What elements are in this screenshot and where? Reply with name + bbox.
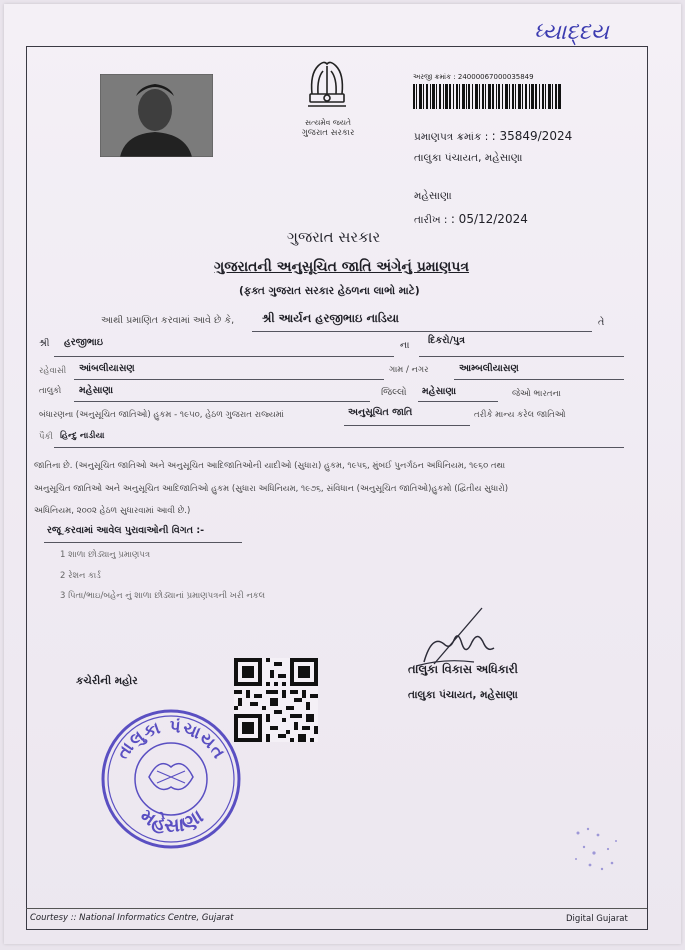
certificate-subtitle: (ફક્ત ગુજરાત સરકાર હેઠળના લાભો માટે) (239, 285, 420, 297)
issue-date-label: તારીખ : (414, 214, 448, 226)
father-name: હરજીભાઇ (64, 337, 103, 348)
applicant-photo (100, 74, 213, 157)
resident-value: આંબલીયાસણ (79, 363, 135, 374)
handwritten-number: ધ્યાદ્દય (534, 20, 609, 45)
taluka-label: તાલુકો (39, 386, 62, 396)
footer-brand: Digital Gujarat (566, 914, 628, 924)
caste-prefix: પૈકી (39, 432, 53, 442)
seal-text-bottom: મહેસાણા (136, 804, 208, 838)
emblem-motto: સત્યમેવ જયતે (305, 118, 351, 127)
evidence-item-1: 1 શાળા છોડ્યાનુ પ્રમાણપત્ર (60, 550, 151, 560)
issue-date-value: : 05/12/2024 (450, 212, 528, 226)
evidence-item-2: 2 રેશન કાર્ડ (60, 571, 101, 581)
legal-para-line-1: જાતિના છે. (અનુસૂચિત જાતિઓ અને અનુસૂચિત આદિજાતિઓની યાદીઓ (સુધારા) હુકમ, ૧૯૫૬, મુંબઈ પુનર્ગઠન અધિનિયમ, ૧૯૬૦ તથા (34, 461, 506, 471)
office-seal-stamp (99, 707, 244, 852)
india-text: જેઓ ભારતના (512, 389, 561, 399)
certificate-title: ગુજરાતની અનુસૂચિત જાતિ અંગેનું પ્રમાણપત્ર (214, 259, 470, 275)
barcode (413, 84, 561, 109)
na-text: ના (400, 340, 410, 351)
emblem-caption (274, 118, 382, 138)
issuing-place: મહેસાણા (414, 190, 452, 202)
seal-text-top: તાલુકા પંચાયત (112, 716, 230, 763)
certificate-number-value: : 35849/2024 (491, 129, 573, 143)
signatory-title: તાલુકા વિકાસ અધિકારી (408, 662, 518, 676)
holder-name: શ્રી આર્યન હરજીભાઇ નાડિયા (262, 311, 399, 325)
recognized-text: તરીકે માન્ય કરેલ જાતિઓ (474, 410, 566, 420)
te-text: તે (598, 317, 605, 328)
stamp-smudge (564, 819, 634, 879)
father-prefix: શ્રી (39, 338, 50, 349)
qr-code (234, 658, 318, 742)
signatory-office: તાલુકા પંચાયત, મહેસાણા (408, 689, 518, 701)
state-emblem (296, 54, 358, 116)
evidence-heading: રજૂ કરવામાં આવેલ પુરાવાઓની વિગત :- (47, 525, 205, 536)
application-number: અરજી ક્રમાંક : 24000067000035849 (413, 73, 534, 81)
emblem-government: ગુજરાત સરકાર (301, 128, 355, 138)
evidence-item-3: 3 પિતા/ભાઇ/બહેન નું શાળા છોડ્યાનાં પ્રમાણપત્રની ખરી નકલ (60, 591, 266, 601)
certificate-page (4, 4, 681, 944)
footer-credit: Courtesy :: National Informatics Centre, Gujarat (30, 913, 234, 923)
caste-name: હિન્દુ નાડીયા (60, 431, 105, 441)
government-heading: ગુજરાત સરકાર (287, 228, 381, 246)
legal-para-line-3: અધિનિયમ, ૨૦૦૨ હેઠળ સુધારવામાં આવી છે.) (34, 506, 191, 516)
district-label: જિલ્લો (381, 387, 407, 398)
certificate-number (414, 129, 572, 144)
order-text: બંધારણના (અનુસૂચિત જાતિઓ) હુકમ - ૧૯૫૦, હેઠળ ગુજરાત રાજ્યમાં (39, 410, 284, 420)
taluka-value: મહેસાણા (79, 385, 114, 396)
office-seal-label: કચેરીની મહોર (76, 675, 138, 687)
village-label: ગામ / નગર (389, 365, 429, 375)
certificate-number-label: પ્રમાણપત્ર ક્રમાંક : (414, 131, 489, 143)
issue-date (414, 212, 528, 227)
certify-text: આથી પ્રમાણિત કરવામાં આવે છે કે, (101, 315, 235, 326)
district-value: મહેસાણા (422, 386, 457, 397)
caste-category: અનુસૂચિત જાતિ (348, 407, 413, 418)
relation: દિકરો/પુત્ર (428, 335, 465, 346)
legal-para-line-2: અનુસૂચિત જાતિઓ અને અનુસૂચિત આદિજાતિઓ હુકમ (સુધારા અધિનિયમ, ૧૯૭૬, સંવિધાન (અનુસૂચિત જાતિઓ)હુકમો (દ્વિતીય સુધારો) (34, 484, 509, 494)
issuing-office: તાલુકા પંચાયત, મહેસાણા (414, 152, 523, 164)
village-value: આમ્બલીયાસણ (459, 363, 519, 374)
svg-text:મહેસાણા (136, 805, 208, 838)
resident-label: રહેવાસી (39, 366, 67, 376)
